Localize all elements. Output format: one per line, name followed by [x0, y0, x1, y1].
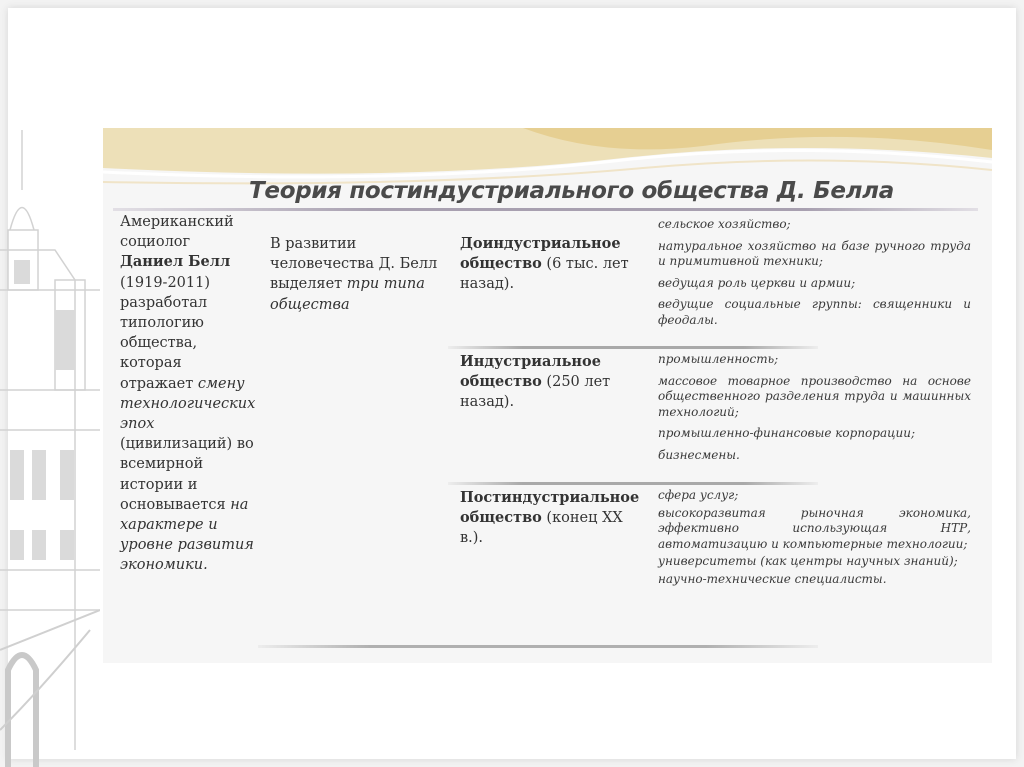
feature-item: высокоразвитая рыночная экономика, эффективно использующая НТР, автоматизацию и компьютерные технологии;	[658, 505, 971, 551]
feature-item: ведущая роль церкви и армии;	[658, 275, 856, 290]
intro-italic-2: на характере и уровне развития экономики.	[120, 496, 254, 574]
era-period: (6 тыс. лет назад).	[460, 256, 629, 292]
intro-text-2: (1919-2011) разработал типологию общества, которая отражает	[120, 274, 211, 392]
era-postindustrial	[460, 488, 650, 548]
feature-item: научно-технические специалисты.	[658, 571, 887, 586]
era-name: Индустриальное общество	[460, 353, 601, 390]
era-postindustrial-features	[658, 488, 971, 589]
feature-item: промышленность;	[658, 352, 779, 366]
title-underline	[113, 208, 978, 211]
feature-item: промышленно-финансовые корпорации;	[658, 426, 915, 440]
era-name: Постиндустриальное общество	[460, 489, 640, 526]
feature-item: сфера услуг;	[658, 488, 739, 502]
intro-column	[120, 212, 255, 576]
feature-item: натуральное хозяйство на базе ручного труда и примитивной техники;	[658, 238, 971, 268]
building-illustration	[0, 130, 100, 767]
intro-text-3: (цивилизаций) во всемирной истории и основывается	[120, 436, 254, 513]
feature-item: университеты (как центры научных знаний);	[658, 554, 958, 568]
era-preindustrial	[460, 234, 650, 294]
era-period: (250 лет назад).	[460, 374, 611, 410]
intro-name: Даниел Белл	[120, 253, 231, 271]
types-italic: три типа общества	[270, 276, 425, 313]
intro-italic-1: смену технологических эпох	[120, 375, 256, 433]
era-period: (конец XX в.).	[460, 510, 623, 546]
feature-item: сельское хозяйство;	[658, 217, 791, 231]
bottom-separator	[258, 645, 818, 648]
types-column	[270, 234, 440, 315]
separator	[448, 482, 818, 485]
feature-item: бизнесмены.	[658, 447, 740, 462]
types-text: В развитии человечества Д. Белл выделяет	[270, 236, 438, 293]
feature-item: массовое товарное производство на основе общественного разделения труда и машинных технологий;	[658, 373, 971, 419]
separator	[448, 346, 818, 349]
slide	[103, 128, 992, 663]
era-preindustrial-features	[658, 217, 971, 334]
feature-item: ведущие социальные группы: священники и феодалы.	[658, 297, 971, 327]
slide-title: Теория постиндустриального общества Д. Белла	[249, 178, 894, 204]
era-industrial-features	[658, 352, 971, 469]
era-industrial	[460, 352, 650, 412]
intro-text-1: Американский социолог	[120, 214, 234, 251]
era-name: Доиндустриальное общество	[460, 235, 621, 272]
